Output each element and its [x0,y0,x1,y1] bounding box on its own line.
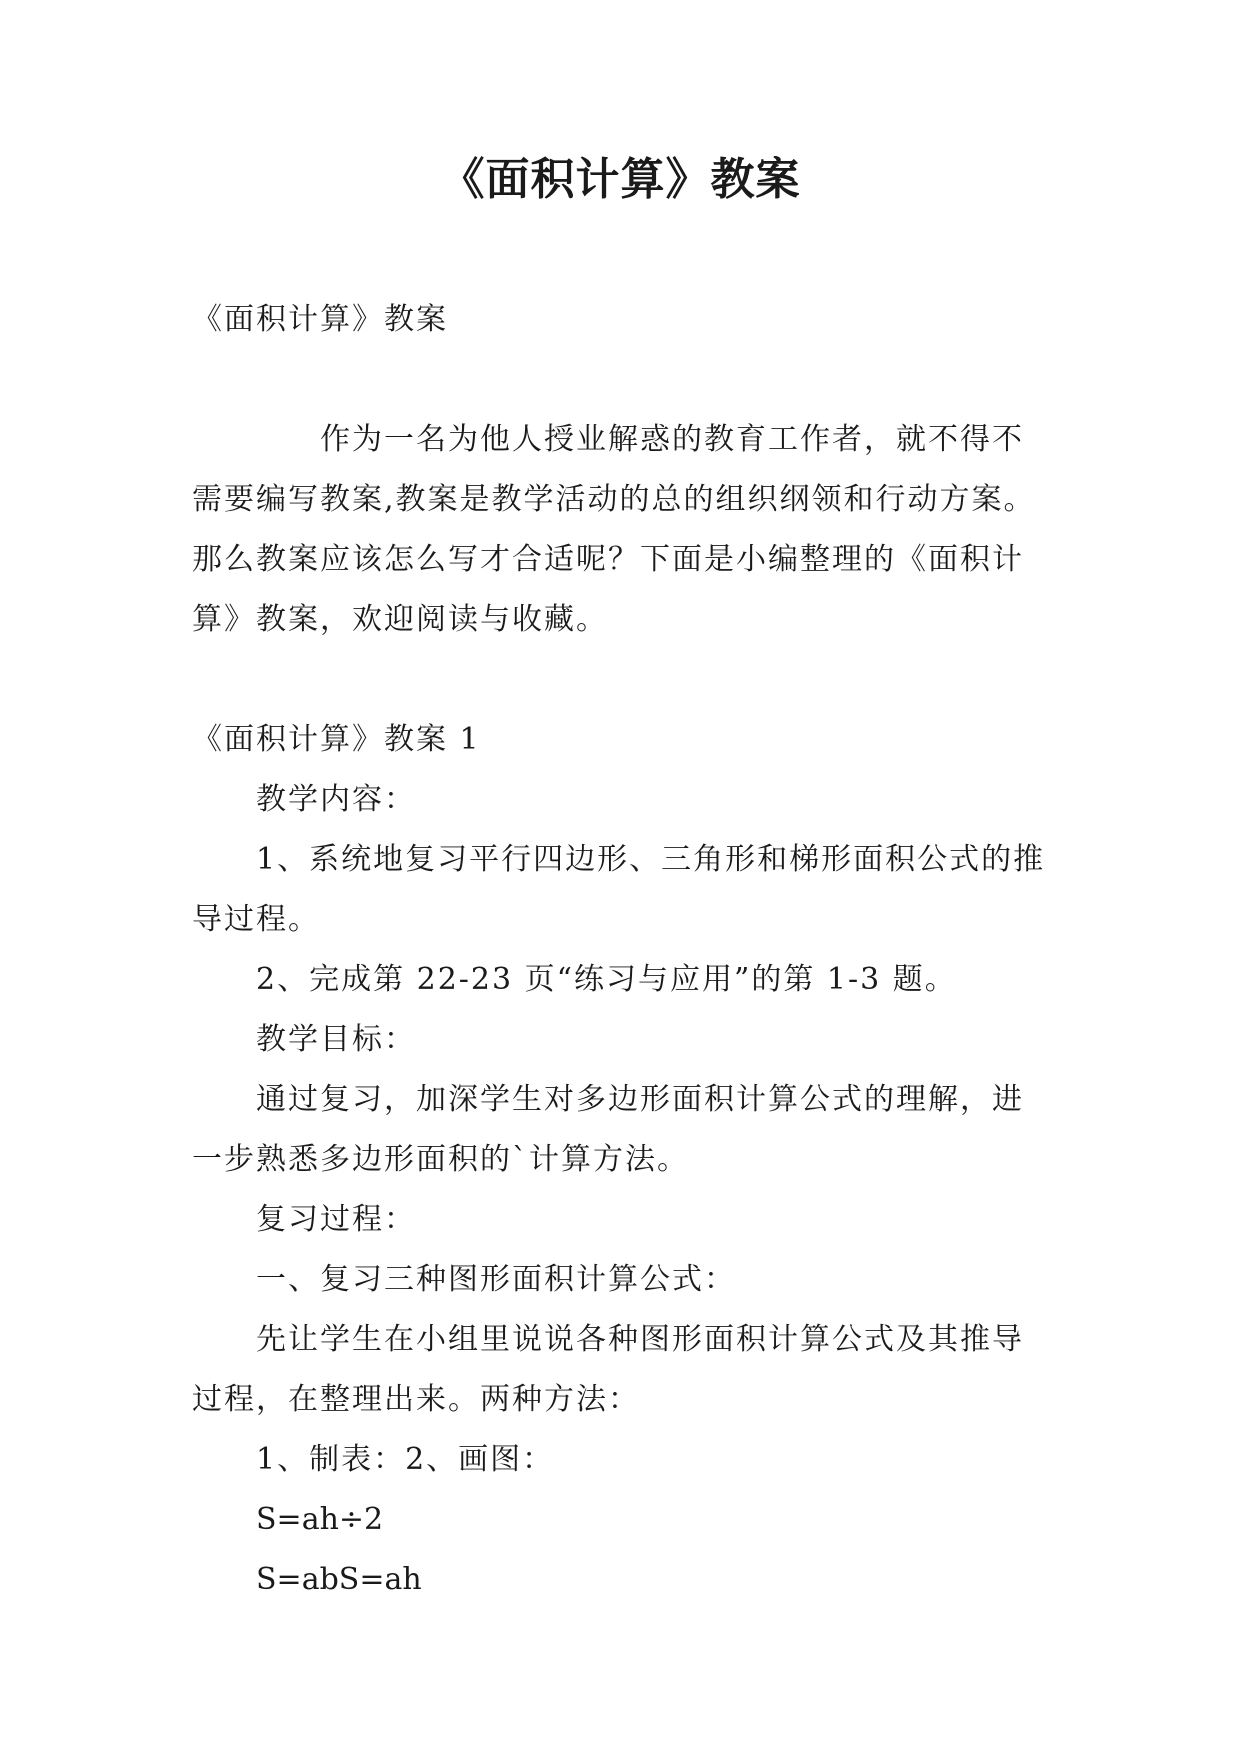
paragraph-review-process-label: 复习过程： [256,1202,416,1237]
section-heading: 《面积计算》教案 1 [192,722,481,757]
paragraph-teaching-goal: 通过复习，加深学生对多边形面积计算公式的理解，进一步熟悉多边形面积的`计算方法。 [192,1082,1024,1177]
paragraph-review-step-1: 一、复习三种图形面积计算公式： [256,1262,736,1297]
intro-paragraph: 作为一名为他人授业解惑的教育工作者，就不得不需要编写教案,教案是教学活动的总的组织纲领和行动方案。那么教案应该怎么写才合适呢？下面是小编整理的《面积计算》教案，欢迎阅读与收藏。 [192,422,1036,637]
paragraph-methods: 1、制表：2、画图： [256,1442,555,1477]
spacer [192,350,1052,410]
paragraph-teaching-content-label: 教学内容： [256,782,416,817]
formula-triangle: S=ah÷2 [256,1502,384,1537]
spacer [192,650,1052,710]
paragraph-review-detail: 先让学生在小组里说说各种图形面积计算公式及其推导过程，在整理出来。两种方法： [192,1322,1024,1417]
paragraph-content-item-1: 1、系统地复习平行四边形、三角形和梯形面积公式的推导过程。 [192,842,1046,937]
paragraph-content-item-2: 2、完成第 22-23 页“练习与应用”的第 1-3 题。 [256,962,957,997]
document-title: 《面积计算》教案 [440,154,801,205]
document-subtitle: 《面积计算》教案 [192,302,448,337]
document-body [192,290,1052,1610]
paragraph-teaching-goal-label: 教学目标： [256,1022,416,1057]
formula-rectangle-parallelogram: S=abS=ah [256,1562,422,1597]
